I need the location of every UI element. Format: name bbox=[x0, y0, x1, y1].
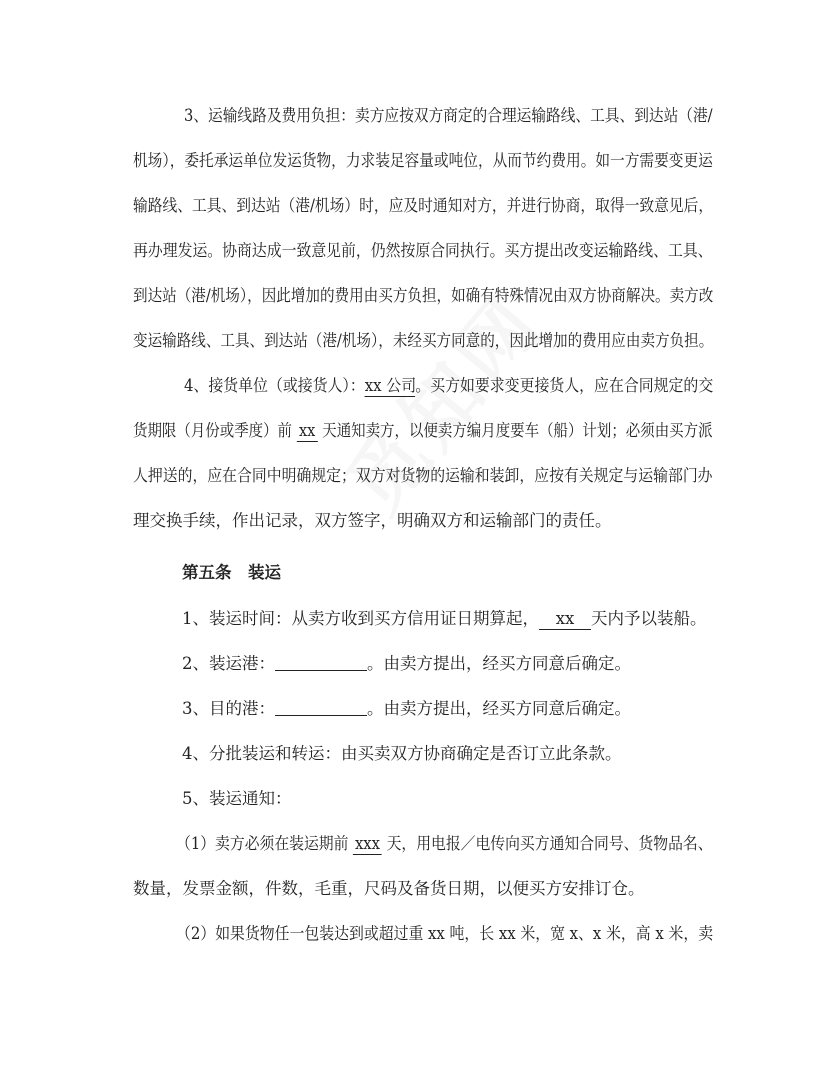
shipment-days-field: xx bbox=[539, 609, 591, 630]
article5-sub-2-line-1: （2）如果货物任一包装达到或超过重 xx 吨，长 xx 米，宽 x、x 米，高 x 米，卖 bbox=[176, 924, 714, 943]
clause3-line-4: 再办理发运。协商达成一致意见前，仍然按原合同执行。买方提出改变运输路线、工具、 bbox=[133, 241, 713, 260]
clause3-line-3: 输路线、工具、到达站（港/机场）时，应及时通知对方，并进行协商，取得一致意见后， bbox=[133, 196, 714, 215]
clause3-line-1: 3、运输线路及费用负担：卖方应按双方商定的合理运输路线、工具、到达站（港/ bbox=[184, 106, 713, 125]
clause4-line2-start: 货期限（月份或季度）前 bbox=[133, 421, 297, 440]
destination-port-field bbox=[275, 697, 367, 716]
clause3-line-5: 到达站（港/机场），因此增加的费用由买方负担，如确有特殊情况由双方协商解决。卖方改 bbox=[133, 286, 714, 305]
article5-item-2 bbox=[182, 652, 631, 676]
article5-item-4: 4、分批装运和转运：由买卖双方协商确定是否订立此条款。 bbox=[182, 744, 622, 763]
clause4-line-4: 理交换手续，作出记录，双方签字，明确双方和运输部门的责任。 bbox=[133, 511, 612, 530]
sub1-text-start: （1）卖方必须在装运期前 bbox=[176, 834, 354, 853]
item3-text-end: 。由卖方提出，经买方同意后确定。 bbox=[367, 699, 631, 718]
receiver-company-field: xx 公司 bbox=[364, 376, 417, 395]
clause4-line-2 bbox=[133, 419, 713, 443]
item2-text-end: 。由卖方提出，经买方同意后确定。 bbox=[367, 654, 631, 673]
loading-port-field bbox=[275, 652, 367, 671]
article5-heading: 第五条 装运 bbox=[182, 563, 281, 582]
article5-sub-1-line-1 bbox=[176, 832, 713, 856]
clause4-line1-rest: 。买方如要求变更接货人，应在合同规定的交 bbox=[415, 376, 714, 395]
clause3-line-6: 变运输路线、工具、到达站（港/机场），未经买方同意的，因此增加的费用应由卖方负担。 bbox=[133, 331, 714, 350]
notice-before-days-field: xxx bbox=[354, 834, 381, 853]
notice-days-field: xx bbox=[297, 421, 318, 442]
article5-sub-1-line-2: 数量，发票金额，件数，毛重，尺码及备货日期，以便买方安排订仓。 bbox=[133, 879, 645, 898]
item2-label: 2、装运港： bbox=[182, 654, 275, 673]
clause3-line-2: 机场），委托承运单位发运货物，力求装足容量或吨位，从而节约费用。如一方需要变更运 bbox=[133, 151, 713, 170]
sub1-text-end: 天，用电报／电传向买方通知合同号、货物品名、 bbox=[381, 834, 713, 853]
article5-item-5: 5、装运通知： bbox=[182, 789, 292, 808]
clause4-line-1 bbox=[184, 374, 713, 398]
clause4-receiver-label: 4、接货单位（或接货人）： bbox=[184, 376, 365, 395]
item3-label: 3、目的港： bbox=[182, 699, 275, 718]
item1-text-end: 天内予以装船。 bbox=[591, 609, 707, 628]
clause4-line-3: 人押送的，应在合同中明确规定；双方对货物的运输和装卸，应按有关规定与运输部门办 bbox=[133, 466, 713, 485]
article5-item-1 bbox=[182, 607, 707, 631]
item1-text-start: 1、装运时间：从卖方收到买方信用证日期算起， bbox=[182, 609, 539, 628]
article5-item-3 bbox=[182, 697, 631, 721]
clause4-line2-rest: 天通知卖方，以便卖方编月度要车（船）计划；必须由买方派 bbox=[317, 421, 713, 440]
